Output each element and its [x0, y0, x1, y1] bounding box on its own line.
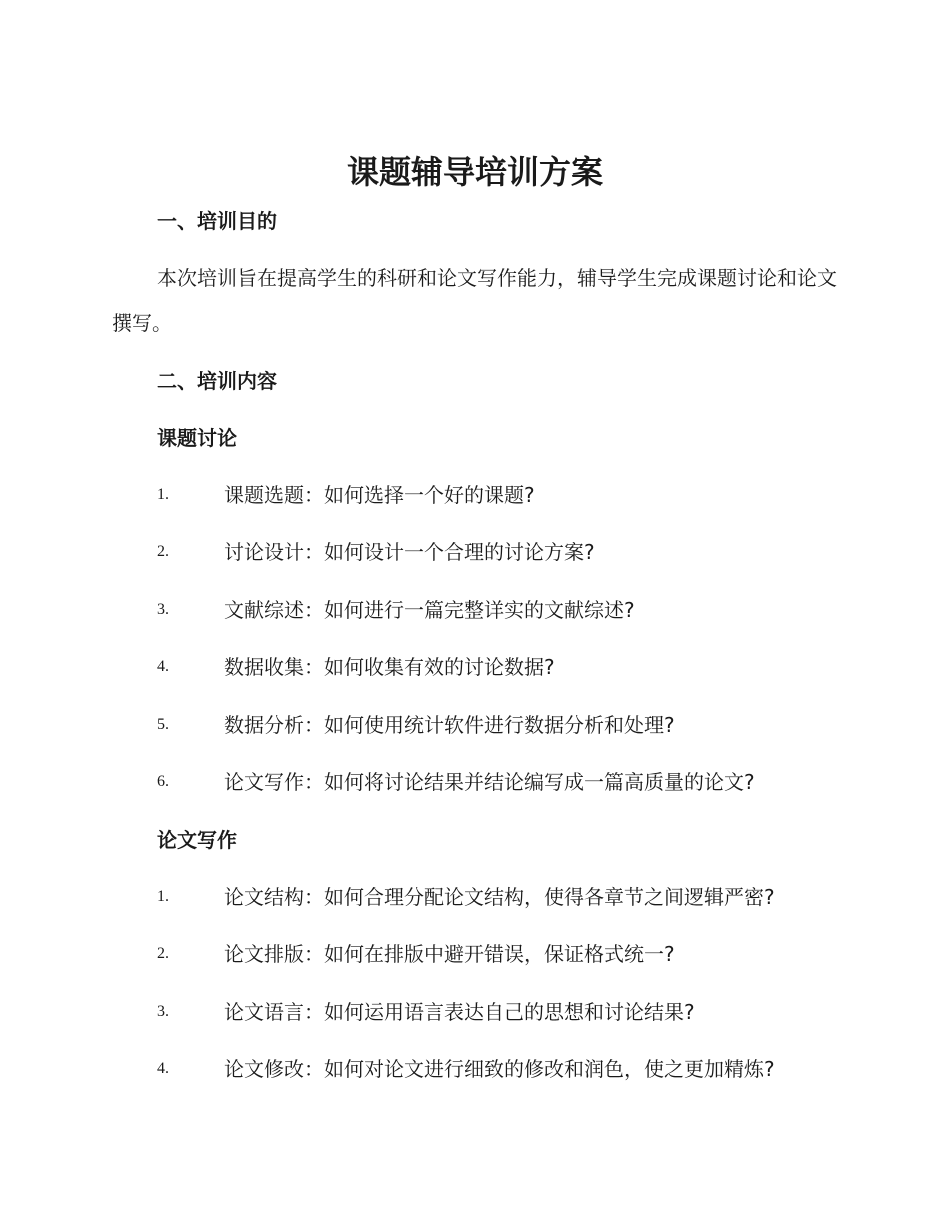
subheading-topic-discussion: 课题讨论 [157, 426, 237, 450]
list-item-number: 3. [157, 1003, 169, 1020]
list-item-number: 6. [157, 773, 169, 790]
list-item-text: 课题选题：如何选择一个好的课题? [224, 483, 535, 507]
list-item-number: 2. [157, 945, 169, 962]
list-item-text: 文献综述：如何进行一篇完整详实的文献综述? [224, 598, 635, 622]
purpose-paragraph: 本次培训旨在提高学生的科研和论文写作能力，辅导学生完成课题讨论和论文撰写。 [112, 266, 837, 335]
list-item-text: 论文修改：如何对论文进行细致的修改和润色，使之更加精炼? [224, 1057, 775, 1081]
list-item-text: 数据收集：如何收集有效的讨论数据? [224, 655, 555, 679]
subheading-paper-writing: 论文写作 [157, 828, 237, 852]
list-item-number: 1. [157, 486, 169, 503]
list-item-text: 论文写作：如何将讨论结果并结论编写成一篇高质量的论文? [224, 770, 755, 794]
list-item-number: 2. [157, 543, 169, 560]
list-item-text: 论文结构：如何合理分配论文结构，使得各章节之间逻辑严密? [224, 885, 775, 909]
list-item-number: 1. [157, 888, 169, 905]
list-item-text: 数据分析：如何使用统计软件进行数据分析和处理? [224, 713, 675, 737]
list-item-text: 论文语言：如何运用语言表达自己的思想和讨论结果? [224, 1000, 695, 1024]
list-item-text: 讨论设计：如何设计一个合理的讨论方案? [224, 540, 595, 564]
list-item-number: 4. [157, 1060, 169, 1077]
section-heading-content: 二、培训内容 [157, 369, 277, 393]
section-heading-purpose: 一、培训目的 [157, 209, 277, 233]
list-item-number: 3. [157, 601, 169, 618]
list-item-number: 4. [157, 658, 169, 675]
list-item-number: 5. [157, 716, 169, 733]
document-title: 课题辅导培训方案 [346, 153, 603, 191]
list-item-text: 论文排版：如何在排版中避开错误，保证格式统一? [224, 942, 675, 966]
